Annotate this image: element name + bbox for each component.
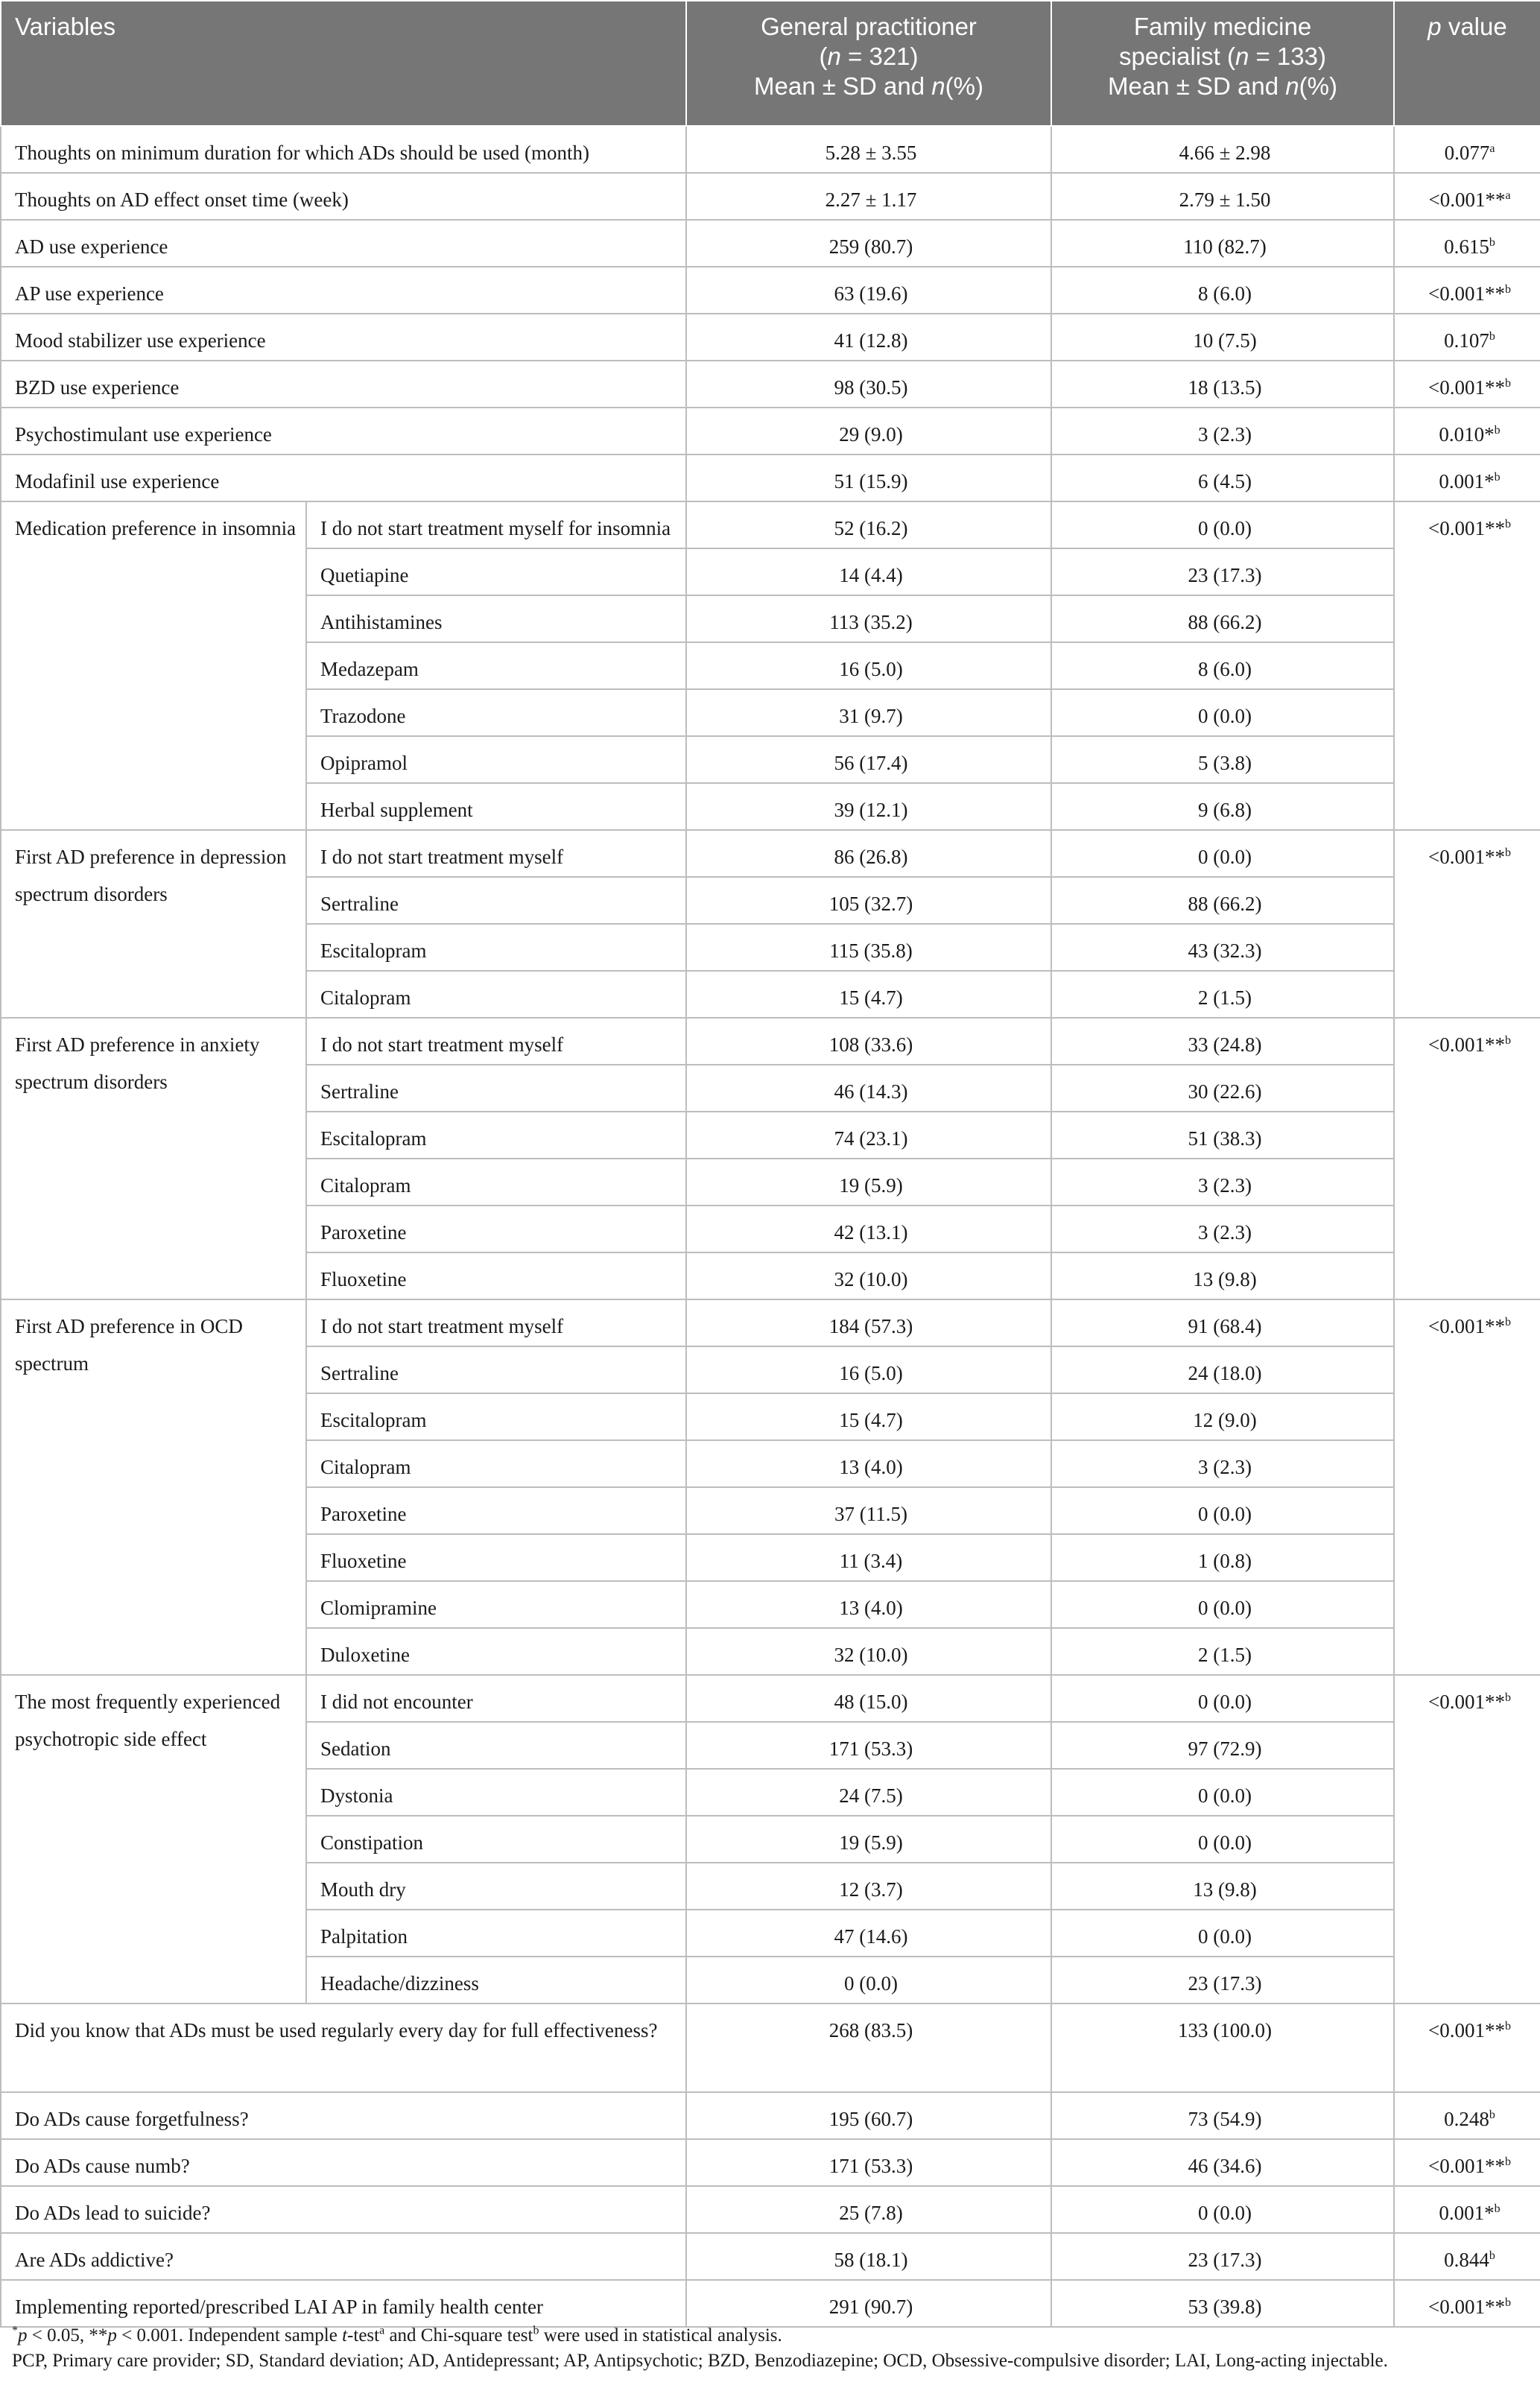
header-gp-n: n (827, 42, 841, 70)
footnote-t: t (342, 2325, 348, 2345)
p-value-test-marker: b (1489, 236, 1495, 249)
option-label: Sertraline (306, 1346, 686, 1393)
option-label: Medazepam (306, 642, 686, 689)
gp-value: 41 (12.8) (686, 314, 1051, 361)
variable-label: Do ADs cause numb? (1, 2139, 686, 2186)
gp-value: 268 (83.5) (686, 2004, 1051, 2092)
variable-label: Are ADs addictive? (1, 2233, 686, 2280)
footnote-sup-b: b (533, 2324, 539, 2337)
fm-value: 18 (13.5) (1051, 361, 1394, 408)
fm-value: 0 (0.0) (1051, 1581, 1394, 1628)
p-value-test-marker: b (1489, 2249, 1495, 2262)
header-gp-line3: Mean ± SD and (754, 72, 932, 100)
gp-value: 42 (13.1) (686, 1206, 1051, 1252)
p-value-cell (1394, 2186, 1540, 2233)
p-value-cell (1394, 2092, 1540, 2139)
option-label: Headache/dizziness (306, 1957, 686, 2004)
header-gp-line1: General practitioner (761, 13, 977, 40)
p-value: <0.001** (1428, 1033, 1505, 1056)
option-label: Escitalopram (306, 1112, 686, 1159)
fm-value: 3 (2.3) (1051, 1206, 1394, 1252)
variable-label: AP use experience (1, 267, 686, 314)
variable-label: Do ADs lead to suicide? (1, 2186, 686, 2233)
variable-label: AD use experience (1, 220, 686, 267)
footnote-star: * (12, 2324, 18, 2337)
p-value: <0.001** (1428, 376, 1505, 399)
table-row (1, 220, 1540, 267)
gp-value: 86 (26.8) (686, 830, 1051, 877)
footnote-p2: p (107, 2325, 117, 2345)
option-label: Trazodone (306, 689, 686, 736)
variable-label: Mood stabilizer use experience (1, 314, 686, 361)
gp-value: 32 (10.0) (686, 1628, 1051, 1675)
p-value-test-marker: b (1505, 2155, 1511, 2168)
fm-value: 12 (9.0) (1051, 1393, 1394, 1440)
fm-value: 1 (0.8) (1051, 1534, 1394, 1581)
header-gp-line3-post: (%) (945, 72, 983, 100)
gp-value: 105 (32.7) (686, 877, 1051, 924)
table-row (1, 361, 1540, 408)
p-value: 0.001* (1439, 470, 1495, 492)
option-label: I do not start treatment myself (306, 830, 686, 877)
fm-value: 13 (9.8) (1051, 1863, 1394, 1910)
footnote-p1: p (18, 2325, 28, 2345)
option-label: I do not start treatment myself (306, 1018, 686, 1065)
p-value: 0.107 (1444, 329, 1489, 352)
table-row (1, 173, 1540, 220)
header-general-practitioner (686, 1, 1051, 126)
option-label: Dystonia (306, 1769, 686, 1816)
header-fm-line1: Family medicine (1133, 13, 1312, 40)
fm-value: 133 (100.0) (1051, 2004, 1394, 2092)
gp-value: 15 (4.7) (686, 1393, 1051, 1440)
header-fm-line3-n: n (1285, 72, 1299, 100)
option-label: Palpitation (306, 1910, 686, 1957)
p-value: <0.001** (1428, 2019, 1505, 2042)
option-label: Fluoxetine (306, 1534, 686, 1581)
fm-value: 0 (0.0) (1051, 1675, 1394, 1722)
gp-value: 115 (35.8) (686, 924, 1051, 971)
gp-value: 58 (18.1) (686, 2233, 1051, 2280)
footnote-part-a: < 0.05, ** (27, 2325, 108, 2345)
table-row (1, 314, 1540, 361)
variable-label: Modafinil use experience (1, 454, 686, 501)
p-value-cell (1394, 314, 1540, 361)
p-value-cell (1394, 408, 1540, 454)
header-fm-line2-pre: specialist ( (1119, 42, 1235, 70)
gp-value: 14 (4.4) (686, 548, 1051, 595)
option-label: Duloxetine (306, 1628, 686, 1675)
gp-value: 5.28 ± 3.55 (686, 126, 1051, 173)
gp-value: 19 (5.9) (686, 1159, 1051, 1206)
gp-value: 46 (14.3) (686, 1065, 1051, 1112)
p-value-test-marker: b (1494, 424, 1501, 437)
option-label: Opipramol (306, 736, 686, 783)
table-row (1, 267, 1540, 314)
p-value-cell (1394, 2004, 1540, 2092)
header-family-medicine-specialist (1051, 1, 1394, 126)
gp-value: 74 (23.1) (686, 1112, 1051, 1159)
p-value-cell (1394, 2280, 1540, 2327)
fm-value: 73 (54.9) (1051, 2092, 1394, 2139)
fm-value: 30 (22.6) (1051, 1065, 1394, 1112)
gp-value: 12 (3.7) (686, 1863, 1051, 1910)
group-label: First AD preference in anxiety spectrum disorders (1, 1018, 306, 1299)
table-row (1, 1675, 1540, 1722)
fm-value: 3 (2.3) (1051, 1440, 1394, 1487)
p-value-cell (1394, 267, 1540, 314)
p-value-cell (1394, 2233, 1540, 2280)
p-value-test-marker: b (1505, 1034, 1511, 1047)
p-value-test-marker: a (1489, 142, 1495, 155)
fm-value: 91 (68.4) (1051, 1299, 1394, 1346)
table-row (1, 2233, 1540, 2280)
fm-value: 0 (0.0) (1051, 1487, 1394, 1534)
gp-value: 24 (7.5) (686, 1769, 1051, 1816)
group-label: Medication preference in insomnia (1, 501, 306, 830)
p-value: <0.001** (1428, 2296, 1505, 2318)
p-value-cell (1394, 1018, 1540, 1299)
option-label: I do not start treatment myself (306, 1299, 686, 1346)
table-row (1, 454, 1540, 501)
fm-value: 88 (66.2) (1051, 877, 1394, 924)
option-label: Sertraline (306, 1065, 686, 1112)
p-value: <0.001** (1428, 1315, 1505, 1337)
p-value-cell (1394, 1675, 1540, 2004)
option-label: I do not start treatment myself for insomnia (306, 501, 686, 548)
gp-value: 47 (14.6) (686, 1910, 1051, 1957)
p-value-cell (1394, 173, 1540, 220)
header-fm-n: n (1235, 42, 1249, 70)
p-value: 0.248 (1444, 2108, 1489, 2130)
p-value: 0.010* (1439, 423, 1495, 446)
gp-value: 48 (15.0) (686, 1675, 1051, 1722)
group-label: First AD preference in depression spectrum disorders (1, 830, 306, 1018)
p-value-test-marker: b (1505, 1691, 1511, 1704)
gp-value: 195 (60.7) (686, 2092, 1051, 2139)
gp-value: 39 (12.1) (686, 783, 1051, 830)
fm-value: 110 (82.7) (1051, 220, 1394, 267)
p-value-cell (1394, 501, 1540, 830)
fm-value: 0 (0.0) (1051, 689, 1394, 736)
p-value: <0.001** (1428, 2155, 1505, 2177)
header-p-italic: p (1427, 13, 1442, 40)
variable-label: Do ADs cause forgetfulness? (1, 2092, 686, 2139)
fm-value: 0 (0.0) (1051, 1769, 1394, 1816)
option-label: Sertraline (306, 877, 686, 924)
fm-value: 6 (4.5) (1051, 454, 1394, 501)
header-gp-line2-post: = 321) (840, 42, 919, 70)
gp-value: 259 (80.7) (686, 220, 1051, 267)
option-label: Citalopram (306, 971, 686, 1018)
header-gp-line2-pre: ( (819, 42, 828, 70)
fm-value: 0 (0.0) (1051, 830, 1394, 877)
p-value-test-marker: b (1505, 283, 1511, 296)
table-row (1, 1018, 1540, 1065)
gp-value: 16 (5.0) (686, 1346, 1051, 1393)
gp-value: 56 (17.4) (686, 736, 1051, 783)
header-p-value (1394, 1, 1540, 126)
group-label: The most frequently experienced psychotropic side effect (1, 1675, 306, 2004)
p-value: <0.001** (1428, 846, 1505, 868)
p-value: 0.844 (1444, 2249, 1489, 2271)
option-label: Mouth dry (306, 1863, 686, 1910)
p-value-cell (1394, 361, 1540, 408)
footnote-significance (12, 2325, 1532, 2347)
fm-value: 0 (0.0) (1051, 501, 1394, 548)
fm-value: 88 (66.2) (1051, 595, 1394, 642)
fm-value: 9 (6.8) (1051, 783, 1394, 830)
variable-label: Did you know that ADs must be used regularly every day for full effectiveness? (1, 2004, 686, 2092)
footnote-sup-a: a (379, 2324, 385, 2337)
p-value-cell (1394, 1299, 1540, 1675)
footnote-part-b: < 0.001. Independent sample (116, 2325, 343, 2345)
gp-value: 51 (15.9) (686, 454, 1051, 501)
p-value-cell (1394, 220, 1540, 267)
p-value: <0.001** (1428, 517, 1505, 539)
table-row (1, 830, 1540, 877)
p-value-test-marker: b (1505, 2296, 1511, 2309)
fm-value: 10 (7.5) (1051, 314, 1394, 361)
p-value-test-marker: b (1505, 518, 1511, 530)
group-label: First AD preference in OCD spectrum (1, 1299, 306, 1675)
fm-value: 97 (72.9) (1051, 1722, 1394, 1769)
fm-value: 4.66 ± 2.98 (1051, 126, 1394, 173)
gp-value: 19 (5.9) (686, 1816, 1051, 1863)
fm-value: 3 (2.3) (1051, 1159, 1394, 1206)
gp-value: 171 (53.3) (686, 2139, 1051, 2186)
p-value-test-marker: a (1505, 189, 1511, 202)
option-label: Constipation (306, 1816, 686, 1863)
table-row (1, 408, 1540, 454)
gp-value: 63 (19.6) (686, 267, 1051, 314)
gp-value: 108 (33.6) (686, 1018, 1051, 1065)
option-label: Citalopram (306, 1159, 686, 1206)
table-row (1, 126, 1540, 173)
p-value-test-marker: b (1505, 846, 1511, 859)
option-label: Escitalopram (306, 1393, 686, 1440)
gp-value: 98 (30.5) (686, 361, 1051, 408)
gp-value: 15 (4.7) (686, 971, 1051, 1018)
variable-label: Thoughts on minimum duration for which ADs should be used (month) (1, 126, 686, 173)
option-label: Quetiapine (306, 548, 686, 595)
fm-value: 3 (2.3) (1051, 408, 1394, 454)
option-label: Paroxetine (306, 1487, 686, 1534)
fm-value: 33 (24.8) (1051, 1018, 1394, 1065)
gp-value: 29 (9.0) (686, 408, 1051, 454)
fm-value: 2 (1.5) (1051, 971, 1394, 1018)
variable-label: BZD use experience (1, 361, 686, 408)
footnote-part-e: were used in statistical analysis. (539, 2325, 782, 2345)
p-value-cell (1394, 830, 1540, 1018)
gp-value: 113 (35.2) (686, 595, 1051, 642)
gp-value: 13 (4.0) (686, 1440, 1051, 1487)
option-label: Herbal supplement (306, 783, 686, 830)
fm-value: 53 (39.8) (1051, 2280, 1394, 2327)
gp-value: 16 (5.0) (686, 642, 1051, 689)
gp-value: 25 (7.8) (686, 2186, 1051, 2233)
fm-value: 8 (6.0) (1051, 267, 1394, 314)
footnote-abbreviations: PCP, Primary care provider; SD, Standard deviation; AD, Antidepressant; AP, Antipsychotic; BZD, Benzodiazepine; OCD, Obsessive-compulsive disorder; LAI, Long-acting injectable. (12, 2351, 1388, 2371)
p-value-test-marker: b (1505, 377, 1511, 390)
fm-value: 23 (17.3) (1051, 1957, 1394, 2004)
fm-value: 43 (32.3) (1051, 924, 1394, 971)
p-value: 0.615 (1444, 235, 1489, 258)
gp-value: 13 (4.0) (686, 1581, 1051, 1628)
p-value: <0.001** (1428, 282, 1505, 305)
variable-label: Thoughts on AD effect onset time (week) (1, 173, 686, 220)
gp-value: 0 (0.0) (686, 1957, 1051, 2004)
table-header-row (1, 1, 1540, 126)
footnote-part-d: and Chi-square test (384, 2325, 533, 2345)
option-label: Clomipramine (306, 1581, 686, 1628)
p-value-test-marker: b (1489, 330, 1495, 343)
fm-value: 23 (17.3) (1051, 548, 1394, 595)
table-row (1, 2186, 1540, 2233)
option-label: Antihistamines (306, 595, 686, 642)
p-value: <0.001** (1428, 189, 1506, 211)
fm-value: 13 (9.8) (1051, 1252, 1394, 1299)
gp-value: 2.27 ± 1.17 (686, 173, 1051, 220)
p-value-test-marker: b (1494, 471, 1501, 484)
p-value-cell (1394, 126, 1540, 173)
header-fm-line3-post: (%) (1299, 72, 1337, 100)
table-row (1, 2092, 1540, 2139)
header-fm-line3: Mean ± SD and (1108, 72, 1286, 100)
option-label: Paroxetine (306, 1206, 686, 1252)
fm-value: 0 (0.0) (1051, 2186, 1394, 2233)
table-body (1, 126, 1540, 2327)
gp-value: 31 (9.7) (686, 689, 1051, 736)
gp-value: 52 (16.2) (686, 501, 1051, 548)
fm-value: 0 (0.0) (1051, 1816, 1394, 1863)
p-value-test-marker: b (1494, 2202, 1501, 2215)
footnote-part-c: -test (347, 2325, 380, 2345)
p-value-cell (1394, 2139, 1540, 2186)
fm-value: 51 (38.3) (1051, 1112, 1394, 1159)
p-value-test-marker: b (1489, 2109, 1495, 2121)
fm-value: 46 (34.6) (1051, 2139, 1394, 2186)
option-label: Fluoxetine (306, 1252, 686, 1299)
option-label: Citalopram (306, 1440, 686, 1487)
variable-label: Implementing reported/prescribed LAI AP in family health center (1, 2280, 686, 2327)
header-fm-line2-post: = 133) (1249, 42, 1326, 70)
p-value: 0.001* (1439, 2202, 1495, 2224)
gp-value: 184 (57.3) (686, 1299, 1051, 1346)
table-row (1, 1299, 1540, 1346)
fm-value: 0 (0.0) (1051, 1910, 1394, 1957)
fm-value: 23 (17.3) (1051, 2233, 1394, 2280)
gp-value: 32 (10.0) (686, 1252, 1051, 1299)
fm-value: 2 (1.5) (1051, 1628, 1394, 1675)
p-value-test-marker: b (1505, 1316, 1511, 1328)
gp-value: 291 (90.7) (686, 2280, 1051, 2327)
option-label: Escitalopram (306, 924, 686, 971)
header-gp-line3-n: n (931, 72, 945, 100)
fm-value: 8 (6.0) (1051, 642, 1394, 689)
p-value: <0.001** (1428, 1691, 1505, 1713)
header-variables: Variables (1, 1, 686, 126)
gp-value: 11 (3.4) (686, 1534, 1051, 1581)
table-row (1, 501, 1540, 548)
option-label: I did not encounter (306, 1675, 686, 1722)
fm-value: 2.79 ± 1.50 (1051, 173, 1394, 220)
table-row (1, 2280, 1540, 2327)
gp-value: 37 (11.5) (686, 1487, 1051, 1534)
gp-value: 171 (53.3) (686, 1722, 1051, 1769)
table-row (1, 2139, 1540, 2186)
option-label: Sedation (306, 1722, 686, 1769)
fm-value: 24 (18.0) (1051, 1346, 1394, 1393)
p-value: 0.077 (1444, 142, 1490, 164)
p-value-cell (1394, 454, 1540, 501)
header-p-rest: value (1441, 13, 1507, 40)
p-value-test-marker: b (1505, 2020, 1511, 2033)
fm-value: 5 (3.8) (1051, 736, 1394, 783)
variable-label: Psychostimulant use experience (1, 408, 686, 454)
table-row (1, 2004, 1540, 2092)
